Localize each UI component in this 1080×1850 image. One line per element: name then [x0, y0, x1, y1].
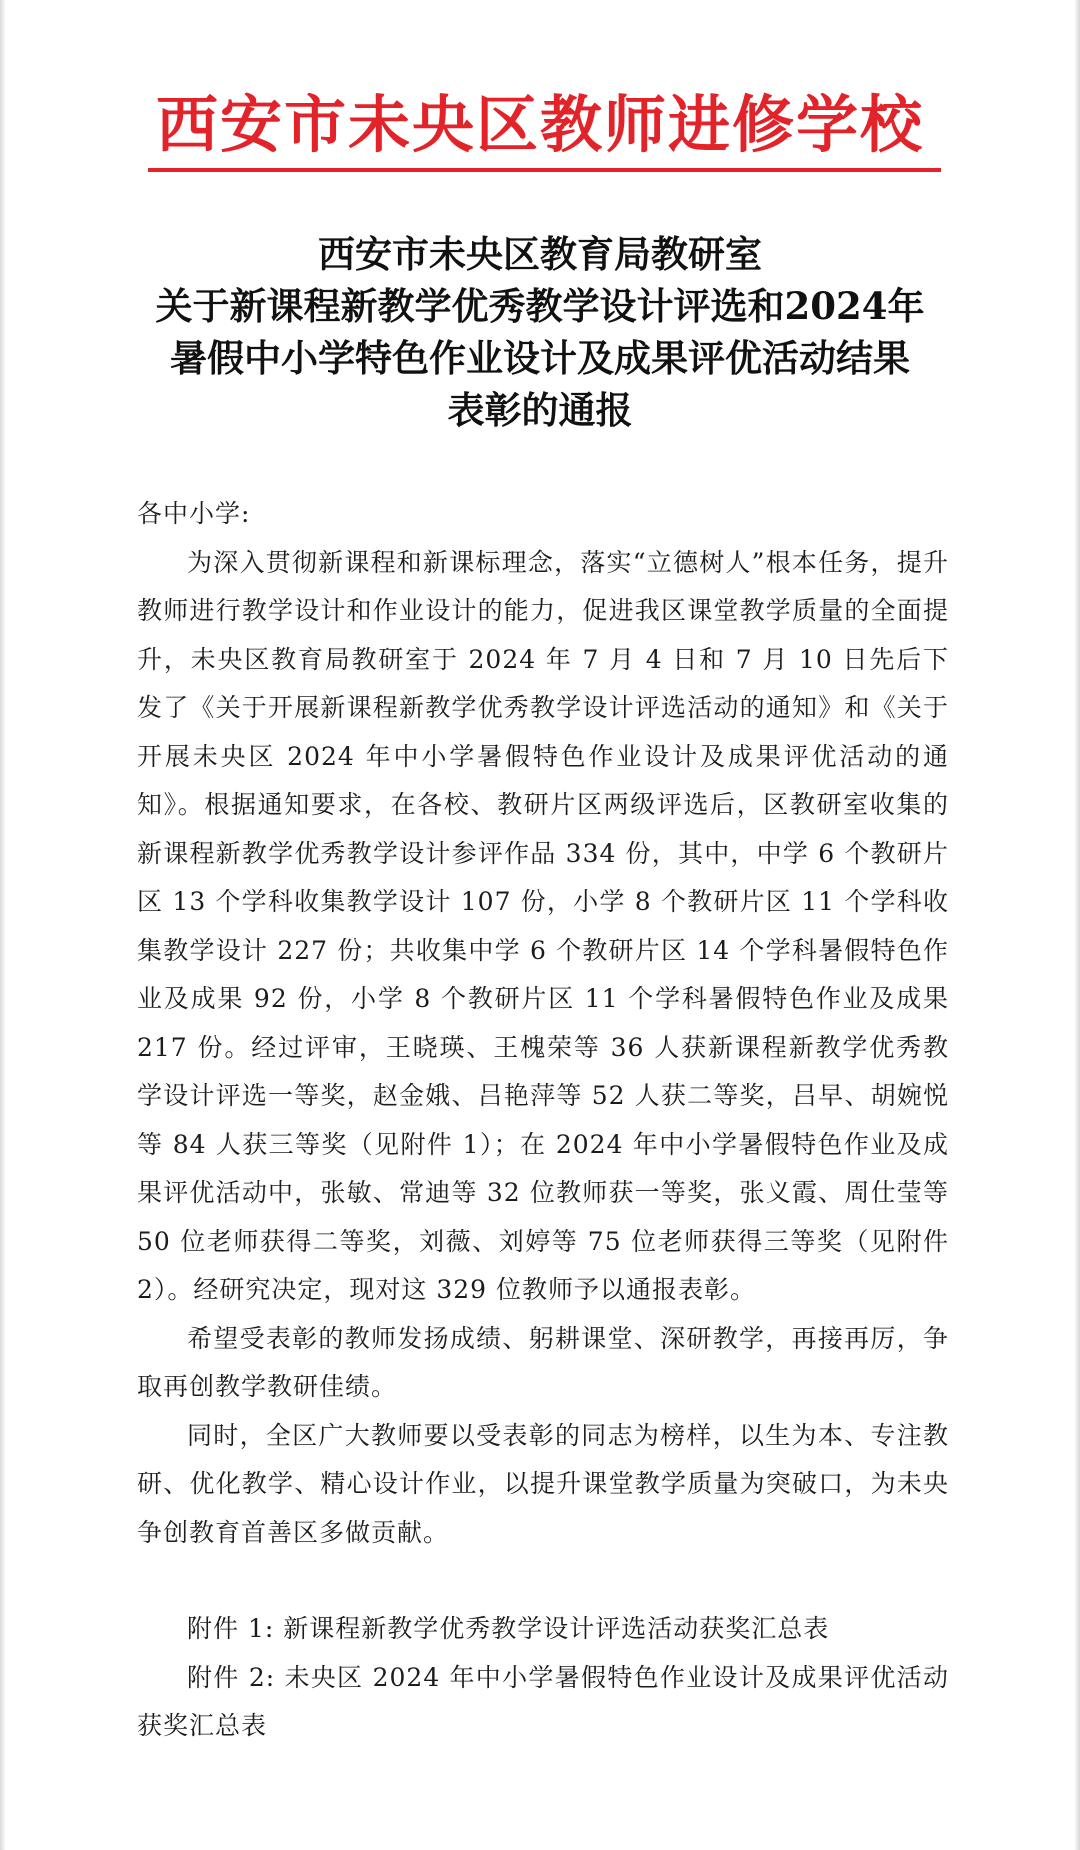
title-line-2: 关于新课程新教学优秀教学设计评选和2024年: [155, 284, 925, 328]
notice-title: [120, 228, 960, 436]
page-edge-left: [0, 0, 6, 1850]
notice-body: [137, 490, 949, 1751]
salutation: 各中小学:: [137, 499, 251, 528]
title-line-3: 暑假中小学特色作业设计及成果评优活动结果: [170, 336, 910, 380]
title-line-1: 西安市未央区教育局教研室: [318, 232, 762, 276]
paragraph-hope: 希望受表彰的教师发扬成绩、躬耕课堂、深研教学，再接再厉，争取再创教学教研佳绩。: [137, 1323, 949, 1401]
paragraph-main: 为深入贯彻新课程和新课标理念，落实“立德树人”根本任务，提升教师进行教学设计和作业设计的能力，促进我区课堂教学质量的全面提升，未央区教育局教研室于 2024 年 7 月 4 日和 7 月 10 日先后下发了《关于开展新课程新教学优秀教学设计评选活动的通知》和《关于开展未央区 2024 年中小学暑假特色作业设计及成果评优活动的通知》。根据通知要求，在各校、教研片区两级评选后，区教研室收集的新课程新教学优秀教学设计参评作品 334 份，其中，中学 6 个教研片区 13 个学科收集教学设计 107 份，小学 8 个教研片区 11 个学科收集教学设计 227 份；共收集中学 6 个教研片区 14 个学科暑假特色作业及成果 92 份，小学 8 个教研片区 11 个学科暑假特色作业及成果 217 份。经过评审，王晓瑛、王槐荣等 36 人获新课程新教学优秀教学设计评选一等奖，赵金娥、吕艳萍等 52 人获二等奖，吕早、胡婉悦等 84 人获三等奖（见附件 1）；在 2024 年中小学暑假特色作业及成果评优活动中，张敏、常迪等 32 位教师获一等奖，张义霞、周仕莹等 50 位老师获得二等奖，刘薇、刘婷等 75 位老师获得三等奖（见附件 2）。经研究决定，现对这 329 位教师予以通报表彰。: [137, 547, 949, 1304]
attachment-2: 附件 2: 未央区 2024 年中小学暑假特色作业设计及成果评优活动获奖汇总表: [137, 1662, 949, 1740]
attachment-1: 附件 1: 新课程新教学优秀教学设计评选活动获奖汇总表: [187, 1614, 830, 1643]
masthead-title: 西安市未央区教师进修学校: [155, 88, 924, 161]
page-edge-right: [1074, 0, 1080, 1850]
title-line-4: 表彰的通报: [447, 388, 633, 432]
paragraph-call: 同时，全区广大教师要以受表彰的同志为榜样，以生为本、专注教研、优化教学、精心设计作业，以提升课堂教学质量为突破口，为未央争创教育首善区多做贡献。: [137, 1420, 949, 1547]
masthead-red-rule: [148, 168, 941, 172]
spacer: [137, 1557, 949, 1605]
